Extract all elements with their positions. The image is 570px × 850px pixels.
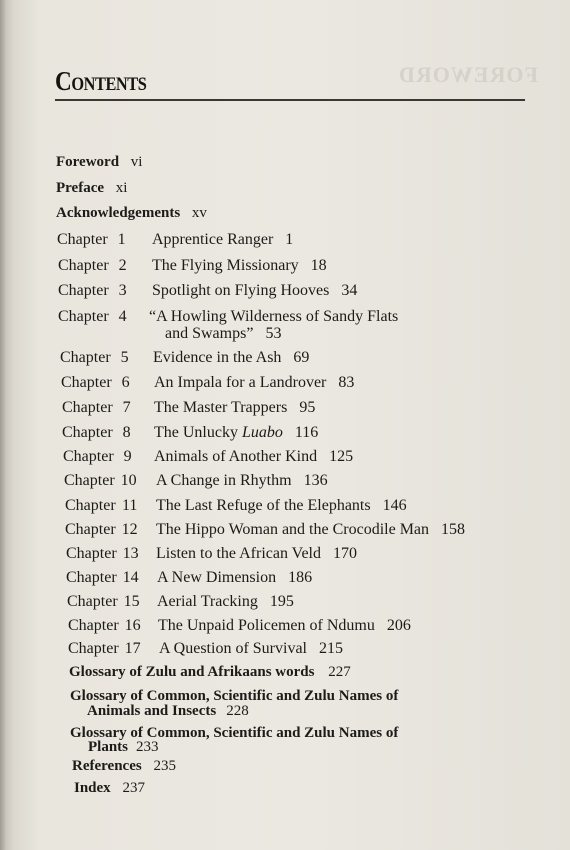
toc-entry-index[interactable]: [74, 780, 145, 797]
chapter-title: Aerial Tracking: [157, 593, 258, 610]
entry-page: 227: [328, 664, 351, 680]
chapter-number: 10: [120, 472, 137, 489]
entry-label-line2: Plants: [88, 739, 129, 755]
entry-page: 195: [269, 593, 294, 610]
chapter-title-italic: Luabo: [241, 424, 283, 441]
entry-page: 170: [333, 545, 357, 562]
entry-page: 1: [285, 231, 294, 248]
toc-entry-chapter-5[interactable]: [60, 349, 310, 366]
chapter-number: 6: [121, 374, 130, 391]
toc-entry-chapter-11[interactable]: [65, 497, 407, 514]
chapter-number: 17: [124, 640, 141, 657]
chapter-number: 1: [117, 231, 126, 248]
toc-entry-glossary-animals[interactable]: [70, 688, 399, 719]
entry-label-wrap: [88, 739, 159, 756]
chapter-title-wrap: [152, 257, 327, 274]
entry-label: Acknowledgements: [56, 205, 181, 221]
chapter-title-wrap: [156, 472, 328, 489]
chapter-label: Chapter: [58, 308, 109, 325]
chapter-title-wrap: [156, 521, 465, 538]
chapter-label: Chapter: [63, 448, 114, 465]
chapter-label: Chapter: [57, 231, 108, 248]
entry-page: 69: [293, 349, 310, 366]
chapter-title: The Hippo Woman and the Crocodile Man: [156, 521, 430, 538]
chapter-label: Chapter: [62, 399, 113, 416]
toc-entry-references[interactable]: [72, 758, 176, 775]
chapter-title-wrap: [156, 545, 357, 562]
entry-label-wrap: [87, 703, 249, 720]
chapter-number: 2: [118, 257, 127, 274]
chapter-title: The Unpaid Policemen of Ndumu: [158, 617, 375, 634]
entry-page: 116: [294, 424, 319, 441]
toc-entry-glossary-plants[interactable]: [70, 725, 399, 755]
toc-entry-chapter-12[interactable]: [65, 521, 466, 538]
toc-entry-chapter-1[interactable]: [57, 231, 294, 248]
chapter-title: Animals of Another Kind: [154, 448, 318, 465]
entry-page: 18: [310, 257, 327, 274]
chapter-title-wrap: [152, 231, 293, 248]
toc-entry-chapter-7[interactable]: [62, 399, 316, 416]
chapter-label: Chapter: [68, 640, 119, 657]
chapter-title: A Question of Survival: [159, 640, 307, 657]
chapter-title-line2: and Swamps”: [165, 325, 254, 342]
chapter-title: Spotlight on Flying Hooves: [152, 282, 330, 299]
chapter-title: A New Dimension: [157, 569, 277, 586]
chapter-title-wrap: [154, 424, 318, 441]
chapter-number: 9: [123, 448, 132, 465]
entry-page: 186: [288, 569, 313, 586]
chapter-label: Chapter: [65, 497, 116, 514]
chapter-title-wrap: [165, 325, 281, 342]
toc-entry-chapter-6[interactable]: [61, 374, 355, 391]
chapter-title-line1: “A Howling Wilderness of Sandy Flats: [149, 308, 399, 325]
chapter-label: Chapter: [66, 569, 117, 586]
entry-label: Glossary of Common, Scientific and Zulu Names of: [70, 725, 399, 741]
entry-page: 95: [299, 399, 316, 416]
entry-page: 158: [441, 521, 466, 538]
toc-entry-chapter-4[interactable]: [58, 308, 399, 342]
chapter-title: The Last Refuge of the Elephants: [156, 497, 371, 514]
chapter-title-wrap: [149, 308, 398, 325]
chapter-number: 14: [122, 569, 139, 586]
toc-entry-chapter-9[interactable]: [63, 448, 354, 465]
chapter-label: Chapter: [66, 545, 117, 562]
chapter-title-wrap: [157, 569, 312, 586]
page-edge: [0, 0, 6, 850]
chapter-number: 8: [122, 424, 131, 441]
title-rule: [55, 99, 525, 101]
chapter-title-wrap: [154, 448, 353, 465]
entry-page: 83: [338, 374, 355, 391]
chapter-label: Chapter: [68, 617, 119, 634]
toc-entry-preface[interactable]: [56, 180, 127, 197]
chapter-title-wrap: [158, 617, 411, 634]
entry-page: 34: [341, 282, 358, 299]
chapter-label: Chapter: [60, 349, 111, 366]
toc-entry-glossary-zulu-afrikaans[interactable]: [69, 664, 351, 681]
entry-page: 136: [303, 472, 328, 489]
chapter-number: 13: [122, 545, 139, 562]
chapter-title-wrap: [159, 640, 343, 657]
chapter-number: 3: [118, 282, 127, 299]
chapter-title: Apprentice Ranger: [152, 231, 274, 248]
chapter-title-wrap: [154, 374, 354, 391]
toc-entry-chapter-2[interactable]: [58, 257, 327, 274]
chapter-label: Chapter: [61, 374, 112, 391]
toc-entry-chapter-10[interactable]: [64, 472, 328, 489]
entry-page: vi: [130, 154, 143, 170]
chapter-title-wrap: [153, 349, 309, 366]
chapter-title: Evidence in the Ash: [153, 349, 282, 366]
toc-entry-acknowledgements[interactable]: [56, 205, 207, 222]
bleed-through-text: FOREWORD: [398, 62, 538, 87]
chapter-label: Chapter: [67, 593, 118, 610]
entry-label: Foreword: [56, 154, 120, 170]
chapter-title: The Flying Missionary: [152, 257, 299, 274]
chapter-label: Chapter: [65, 521, 116, 538]
toc-entry-foreword[interactable]: [56, 154, 142, 171]
chapter-title: Listen to the African Veld: [156, 545, 321, 562]
entry-label: Index: [74, 780, 111, 796]
chapter-title-wrap: [157, 593, 294, 610]
entry-page: 146: [382, 497, 407, 514]
chapter-title: An Impala for a Landrover: [154, 374, 327, 391]
chapter-title-wrap: [156, 497, 407, 514]
entry-page: xi: [115, 180, 128, 196]
toc-entry-chapter-17[interactable]: [68, 640, 343, 657]
entry-page: 237: [122, 780, 145, 796]
entry-page: 233: [136, 739, 159, 755]
entry-page: 206: [386, 617, 411, 634]
chapter-label: Chapter: [58, 257, 109, 274]
entry-page: 228: [226, 703, 249, 719]
entry-label: Preface: [56, 180, 105, 196]
page-title: Contents: [55, 66, 147, 96]
entry-label: Glossary of Zulu and Afrikaans words: [69, 664, 315, 680]
chapter-number: 7: [122, 399, 131, 416]
chapter-title: A Change in Rhythm: [156, 472, 292, 489]
chapter-label: Chapter: [62, 424, 113, 441]
entry-label-line2: Animals and Insects: [87, 703, 217, 719]
chapter-title-wrap: [154, 399, 315, 416]
entry-page: xv: [191, 205, 207, 221]
entry-label: References: [72, 758, 142, 774]
chapter-number: 15: [123, 593, 140, 610]
toc-entry-chapter-8[interactable]: [62, 424, 319, 441]
toc-entry-chapter-13[interactable]: [66, 545, 357, 562]
chapter-title: The Master Trappers: [154, 399, 288, 416]
entry-page: 125: [329, 448, 354, 465]
chapter-number: 5: [120, 349, 129, 366]
chapter-number: 12: [121, 521, 138, 538]
chapter-title-wrap: [152, 282, 357, 299]
chapter-label: Chapter: [64, 472, 115, 489]
entry-page: 215: [319, 640, 343, 657]
toc-entry-chapter-16[interactable]: [68, 617, 411, 634]
toc-entry-chapter-3[interactable]: [58, 282, 358, 299]
toc-entry-chapter-15[interactable]: [67, 593, 294, 610]
chapter-number: 16: [124, 617, 141, 634]
entry-page: 235: [153, 758, 176, 774]
entry-label: Glossary of Common, Scientific and Zulu Names of: [70, 688, 399, 704]
chapter-number: 11: [121, 497, 138, 514]
chapter-number: 4: [118, 308, 127, 325]
chapter-title: The Unlucky: [154, 424, 238, 441]
entry-page: 53: [265, 325, 282, 342]
chapter-label: Chapter: [58, 282, 109, 299]
toc-entry-chapter-14[interactable]: [66, 569, 313, 586]
